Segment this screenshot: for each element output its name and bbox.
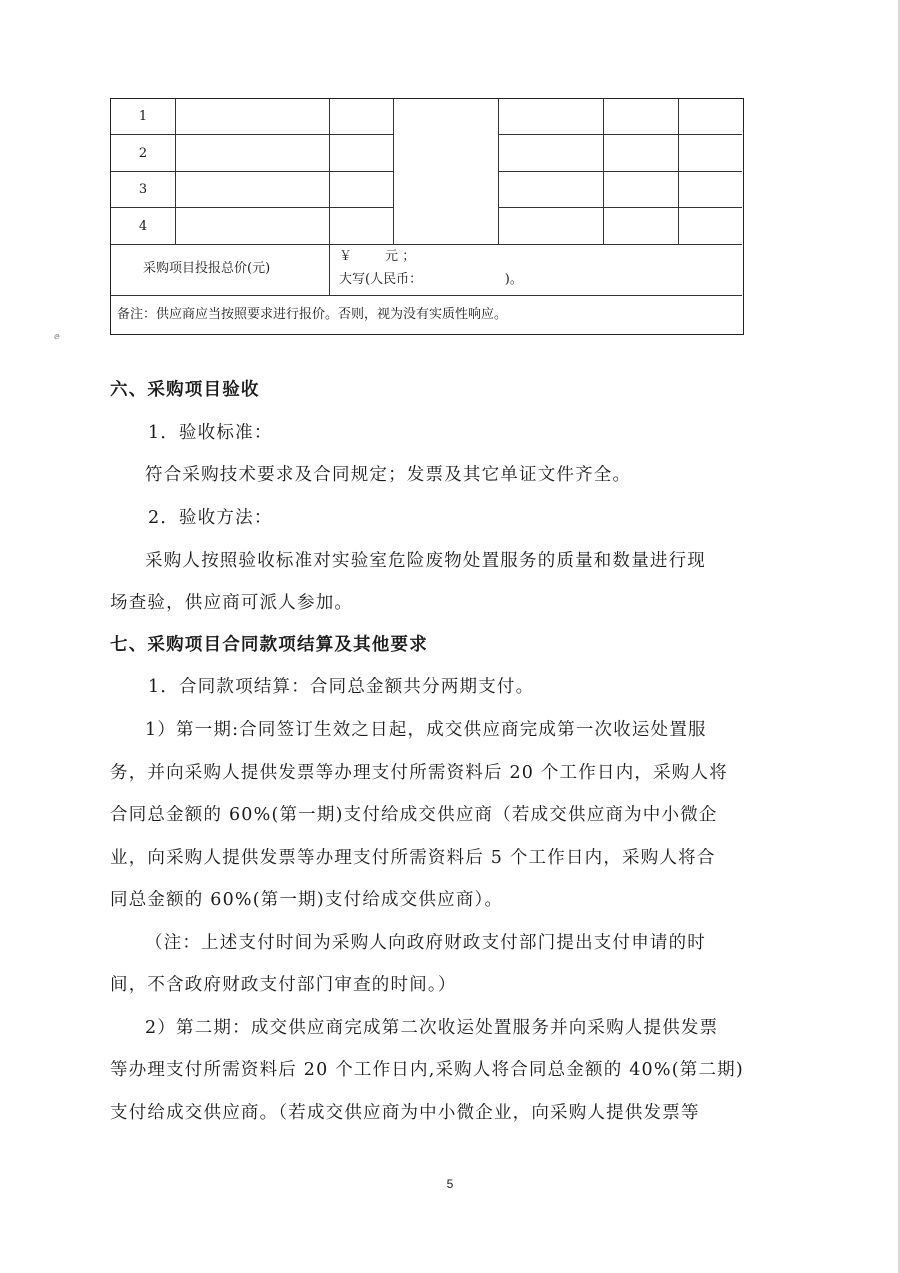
col-divider bbox=[329, 99, 330, 244]
acceptance-method-title: 2．验收方法： bbox=[148, 508, 273, 528]
total-price-figure: ￥ 元 ； bbox=[339, 249, 416, 264]
payment-note: （注：上述支付时间为采购人向政府财政支付部门提出支付申请的时 bbox=[145, 933, 706, 953]
row-divider bbox=[498, 134, 742, 135]
payment-phase-2: 2）第二期：成交供应商完成第二次收运处置服务并向采购人提供发票 bbox=[145, 1018, 719, 1038]
col-divider bbox=[603, 99, 604, 244]
payment-phase-1: 业，向采购人提供发票等办理支付所需资料后 5 个工作日内，采购人将合 bbox=[110, 848, 716, 868]
acceptance-standard-title: 1．验收标准： bbox=[148, 423, 273, 443]
payment-note: 间，不含政府财政支付部门审查的时间。） bbox=[110, 975, 457, 995]
row-number: 4 bbox=[138, 219, 148, 234]
total-price-words: 大写(人民币： )。 bbox=[339, 272, 523, 287]
section-7-heading: 七、采购项目合同款项结算及其他要求 bbox=[110, 635, 428, 655]
settlement-title: 1．合同款项结算：合同总金额共分两期支付。 bbox=[148, 677, 535, 697]
payment-phase-2: 支付给成交供应商。（若成交供应商为中小微企业，向采购人提供发票等 bbox=[110, 1103, 700, 1123]
margin-mark: ⅇ bbox=[54, 332, 60, 342]
row-number: 1 bbox=[138, 109, 148, 124]
acceptance-method-text: 采购人按照验收标准对实验室危险废物处置服务的质量和数量进行现 bbox=[145, 551, 706, 571]
row-divider bbox=[111, 295, 742, 296]
col-divider bbox=[329, 244, 330, 295]
payment-phase-1: 同总金额的 60%(第一期)支付给成交供应商）。 bbox=[110, 890, 504, 910]
payment-phase-1: 合同总金额的 60%(第一期)支付给成交供应商（若成交供应商为中小微企 bbox=[110, 805, 718, 825]
row-divider bbox=[111, 207, 393, 208]
row-divider bbox=[498, 171, 742, 172]
col-divider bbox=[498, 99, 499, 244]
payment-phase-1: 1）第一期:合同签订生效之日起，成交供应商完成第一次收运处置服 bbox=[145, 720, 707, 740]
row-divider bbox=[175, 134, 393, 135]
payment-phase-2: 等办理支付所需资料后 20 个工作日内,采购人将合同总金额的 40%(第二期) bbox=[110, 1060, 744, 1080]
row-divider bbox=[111, 171, 393, 172]
payment-phase-1: 务，并向采购人提供发票等办理支付所需资料后 20 个工作日内，采购人将 bbox=[110, 763, 728, 783]
row-divider bbox=[111, 244, 742, 245]
section-6-heading: 六、采购项目验收 bbox=[110, 380, 260, 400]
row-divider bbox=[111, 134, 175, 135]
col-divider bbox=[175, 99, 176, 244]
col-divider bbox=[678, 99, 679, 244]
page-number: 5 bbox=[446, 1177, 454, 1191]
col-divider bbox=[393, 99, 394, 244]
acceptance-standard-text: 符合采购技术要求及合同规定；发票及其它单证文件齐全。 bbox=[145, 465, 632, 485]
row-number: 2 bbox=[138, 146, 148, 161]
row-divider bbox=[498, 207, 742, 208]
total-price-label: 采购项目投报总价(元) bbox=[143, 261, 271, 276]
row-number: 3 bbox=[138, 182, 148, 197]
quote-table bbox=[110, 98, 744, 335]
acceptance-method-text: 场查验，供应商可派人参加。 bbox=[110, 593, 354, 613]
table-note: 备注：供应商应当按照要求进行报价。否则，视为没有实质性响应。 bbox=[117, 307, 508, 322]
